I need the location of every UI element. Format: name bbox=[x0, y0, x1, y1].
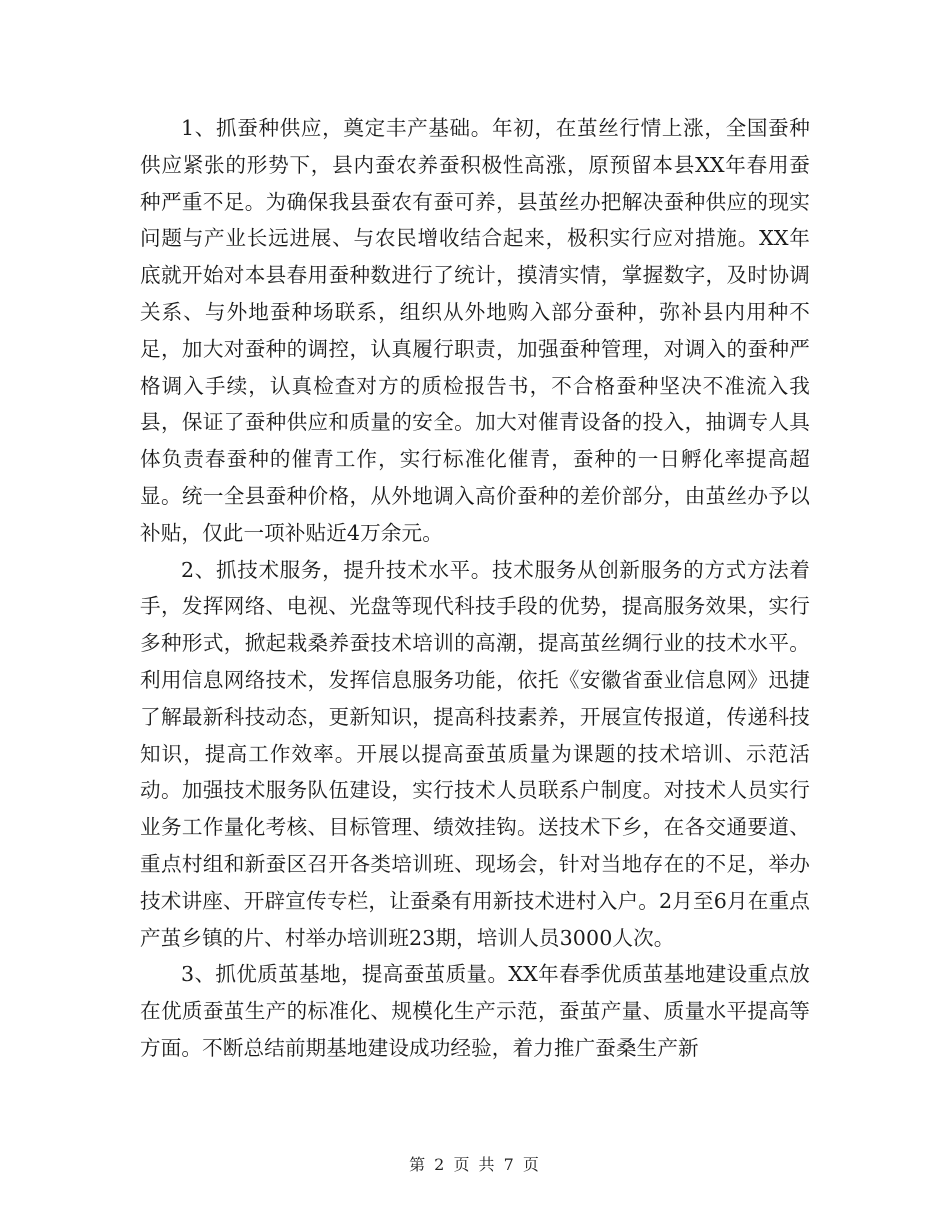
paragraph-1: 1、抓蚕种供应，奠定丰产基础。年初，在茧丝行情上涨，全国蚕种供应紧张的形势下，县内蚕农养蚕积极性高涨，原预留本县XX年春用蚕种严重不足。为确保我县蚕农有蚕可养，县茧丝办把解决蚕种供应的现实问题与产业长远进展、与农民增收结合起来，极积实行应对措施。XX年底就开始对本县春用蚕种数进行了统计，摸清实情，掌握数字，及时协调关系、与外地蚕种场联系，组织从外地购入部分蚕种，弥补县内用种不足，加大对蚕种的调控，认真履行职责，加强蚕种管理，对调入的蚕种严格调入手续，认真检查对方的质检报告书，不合格蚕种坚决不准流入我县，保证了蚕种供应和质量的安全。加大对催青设备的投入，抽调专人具体负责春蚕种的催青工作，实行标准化催青，蚕种的一日孵化率提高超显。统一全县蚕种价格，从外地调入高价蚕种的差价部分，由茧丝办予以补贴，仅此一项补贴近4万余元。 bbox=[140, 116, 810, 545]
document-body bbox=[140, 110, 810, 1067]
page-footer: 第 2 页 共 7 页 bbox=[409, 1155, 541, 1174]
paragraph-3: 3、抓优质茧基地，提高蚕茧质量。XX年春季优质茧基地建设重点放在优质蚕茧生产的标准化、规模化生产示范，蚕茧产量、质量水平提高等方面。不断总结前期基地建设成功经验，着力推广蚕桑生产新 bbox=[140, 962, 810, 1060]
paragraph-2: 2、抓技术服务，提升技术水平。技术服务从创新服务的方式方法着手，发挥网络、电视、光盘等现代科技手段的优势，提高服务效果，实行多种形式，掀起栽桑养蚕技术培训的高潮，提高茧丝绸行业的技术水平。利用信息网络技术，发挥信息服务功能，依托《安徽省蚕业信息网》迅捷了解最新科技动态，更新知识，提高科技素养，开展宣传报道，传递科技知识，提高工作效率。开展以提高蚕茧质量为课题的技术培训、示范活动。加强技术服务队伍建设，实行技术人员联系户制度。对技术人员实行业务工作量化考核、目标管理、绩效挂钩。送技术下乡，在各交通要道、重点村组和新蚕区召开各类培训班、现场会，针对当地存在的不足，举办技术讲座、开辟宣传专栏，让蚕桑有用新技术进村入户。2月至6月在重点产茧乡镇的片、村举办培训班23期，培训人员3000人次。 bbox=[140, 557, 810, 950]
